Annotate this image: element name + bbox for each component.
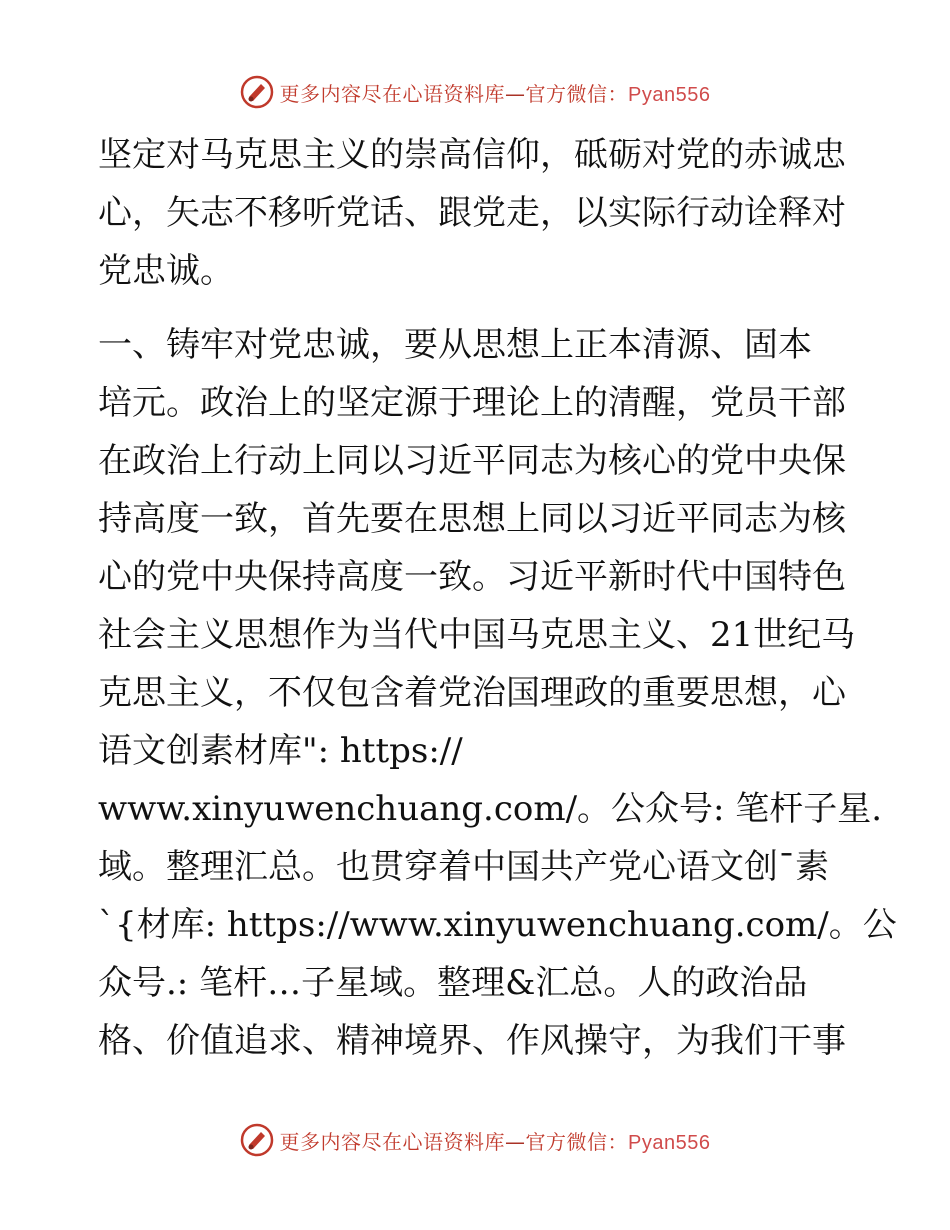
text-line: 一、铸牢对党忠诚，要从思想上正本清源、固本 (98, 325, 812, 365)
text-line: www.xinyuwenchuang.com/。公众号: 笔杆子星. (98, 789, 883, 829)
header-banner-text (280, 78, 711, 107)
text-line: 心，矢志不移听党话、跟党走，以实际行动诠释对 (98, 193, 846, 233)
banner-wechat-id: Pyan556 (628, 1131, 711, 1154)
footer-banner-text (280, 1126, 711, 1155)
text-line: 社会主义思想作为当代中国马克思主义、21世纪马 (98, 615, 856, 655)
text-line: 克思主义，不仅包含着党治国理政的重要思想，心 (98, 673, 846, 713)
document-body (98, 126, 897, 1070)
banner-wechat-id: Pyan556 (628, 83, 711, 106)
banner-prefix: 更多内容尽在心语资料库 (279, 1129, 506, 1154)
text-line: 语文创素材库": https:// (98, 731, 463, 771)
text-line: 党忠诚。 (98, 251, 234, 291)
text-line: 培元。政治上的坚定源于理论上的清醒，党员干部 (98, 383, 846, 423)
text-line: 心的党中央保持高度一致。习近平新时代中国特色 (98, 557, 846, 597)
banner-prefix: 更多内容尽在心语资料库 (279, 81, 506, 106)
banner-separator: — (505, 1129, 526, 1154)
banner-suffix: 官方微信： (525, 81, 629, 106)
paragraph-1 (98, 126, 858, 300)
text-line: 格、价值追求、精神境界、作风操守，为我们干事 (98, 1021, 846, 1061)
brand-logo-icon (240, 75, 274, 109)
text-line: 持高度一致，首先要在思想上同以习近平同志为核 (98, 499, 846, 539)
paragraph-2 (98, 316, 897, 1070)
text-line: 在政治上行动上同以习近平同志为核心的党中央保 (98, 441, 846, 481)
footer-banner (0, 1120, 950, 1160)
text-line: `{材库: https://www.xinyuwenchuang.com/。公 (98, 905, 897, 945)
text-line: 域。整理汇总。也贯穿着中国共产党心语文创¯素 (98, 847, 829, 887)
text-line: 众号.: 笔杆…子星域。整理&汇总。人的政治品 (98, 963, 808, 1003)
brand-logo-icon (240, 1123, 274, 1157)
text-line: 坚定对马克思主义的崇高信仰，砥砺对党的赤诚忠 (98, 135, 846, 175)
banner-separator: — (505, 81, 526, 106)
header-banner (0, 72, 950, 112)
banner-suffix: 官方微信： (525, 1129, 629, 1154)
